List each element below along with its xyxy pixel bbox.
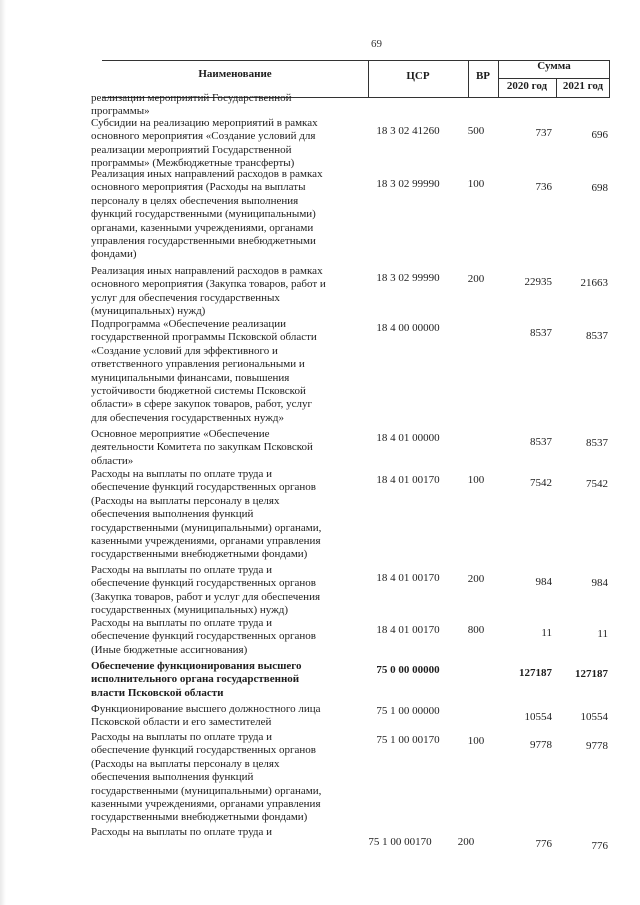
header-year-2020: 2020 год (506, 80, 548, 92)
row-name: Расходы на выплаты по оплате труда и обеспечение функций государственных органов (Расходы на выплаты персоналу в целях обеспечения выполнения функций государственными (муниципальными) органами, казенными учреждениями, органами управления государственными внебюджетными фондами) (91, 468, 322, 561)
header-csr: ЦСР (406, 70, 430, 82)
row-vr: 100 (467, 735, 485, 747)
row-sum-2021: 21663 (580, 277, 608, 289)
row-csr: 18 3 02 41260 (376, 125, 440, 137)
row-vr: 100 (467, 178, 485, 190)
row-csr: 18 3 02 99990 (376, 178, 440, 190)
row-sum-2021: 698 (591, 182, 608, 194)
row-vr: 200 (457, 836, 475, 848)
row-vr: 800 (467, 624, 485, 636)
row-sum-2021: 7542 (586, 478, 608, 490)
row-sum-2020: 736 (535, 181, 552, 193)
row-sum-2020: 8537 (530, 327, 552, 339)
row-csr: 18 4 00 00000 (376, 322, 440, 334)
row-sum-2020: 127187 (519, 667, 552, 679)
row-sum-2021: 10554 (580, 711, 608, 723)
row-name: Функционирование высшего должностного лица Псковской области и его заместителей (91, 703, 321, 729)
row-sum-2020: 10554 (524, 711, 552, 723)
row-sum-2020: 737 (535, 127, 552, 139)
row-name: Расходы на выплаты по оплате труда и обеспечение функций государственных органов (Иные бюджетные ассигнования) (91, 617, 316, 656)
row-csr: 18 3 02 99990 (376, 272, 440, 284)
row-csr: 75 1 00 00170 (368, 836, 432, 848)
row-sum-2021: 696 (591, 129, 608, 141)
page-number: 69 (371, 38, 382, 50)
row-name: реализации мероприятий Государственной программы» (91, 92, 292, 118)
row-name: Расходы на выплаты по оплате труда и обеспечение функций государственных органов (Закупка товаров, работ и услуг для обеспечения государственных (муниципальных) нужд) (91, 564, 321, 617)
row-sum-2020: 9778 (530, 739, 552, 751)
row-name: Подпрограмма «Обеспечение реализации государственной программы Псковской области «Создание условий для эффективного и ответственного управления региональными и муниципальными финансами, повышения устойчивости бюджетной системы Псковской области» в сфере закупок товаров, работ, услуг для обеспечения государственных нужд» (91, 318, 317, 424)
row-name: Обеспечение функционирования высшего исполнительного органа государственной власти Псковской области (91, 660, 302, 699)
row-vr: 500 (467, 125, 485, 137)
row-csr: 18 4 01 00170 (376, 572, 440, 584)
row-sum-2020: 7542 (530, 477, 552, 489)
row-name: Субсидии на реализацию мероприятий в рамках основного мероприятия «Создание условий для реализации мероприятий Государственной программы» (Межбюджетные трансферты) (91, 117, 318, 170)
row-vr: 200 (467, 273, 485, 285)
row-sum-2020: 22935 (524, 276, 552, 288)
row-csr: 75 1 00 00000 (376, 705, 440, 717)
row-sum-2021: 984 (591, 577, 608, 589)
row-sum-2020: 984 (535, 576, 552, 588)
row-csr: 75 1 00 00170 (376, 734, 440, 746)
row-csr: 75 0 00 00000 (376, 664, 440, 676)
row-sum-2020: 11 (541, 627, 552, 639)
row-sum-2021: 11 (597, 628, 608, 640)
row-vr: 100 (467, 474, 485, 486)
row-vr: 200 (467, 573, 485, 585)
row-sum-2021: 776 (591, 840, 608, 852)
row-name: Расходы на выплаты по оплате труда и обеспечение функций государственных органов (Расходы на выплаты персоналу в целях обеспечения выполнения функций государственными (муниципальными) органами, казенными учреждениями, органами управления государственными внебюджетными фондами) (91, 731, 322, 824)
header-sum: Сумма (537, 60, 571, 72)
header-name: Наименование (198, 68, 272, 80)
row-name: Реализация иных направлений расходов в рамках основного мероприятия (Закупка товаров, работ и услуг для обеспечения государственных (муниципальных) нужд) (91, 265, 326, 318)
row-csr: 18 4 01 00170 (376, 624, 440, 636)
row-sum-2021: 8537 (586, 437, 608, 449)
row-name: Расходы на выплаты по оплате труда и (91, 826, 273, 838)
row-csr: 18 4 01 00170 (376, 474, 440, 486)
row-sum-2021: 9778 (586, 740, 608, 752)
row-sum-2020: 776 (535, 838, 552, 850)
row-sum-2020: 8537 (530, 436, 552, 448)
row-name: Основное мероприятие «Обеспечение деятельности Комитета по закупкам Псковской области» (91, 428, 313, 467)
header-year-2021: 2021 год (562, 80, 604, 92)
row-csr: 18 4 01 00000 (376, 432, 440, 444)
header-vr: ВР (475, 70, 491, 82)
row-sum-2021: 8537 (586, 330, 608, 342)
row-sum-2021: 127187 (575, 668, 608, 680)
row-name: Реализация иных направлений расходов в рамках основного мероприятия (Расходы на выплаты персоналу в целях обеспечения выполнения функций государственными (муниципальными) органами, казенными учреждениями, органами управления государственными внебюджетными фондами) (91, 168, 323, 261)
